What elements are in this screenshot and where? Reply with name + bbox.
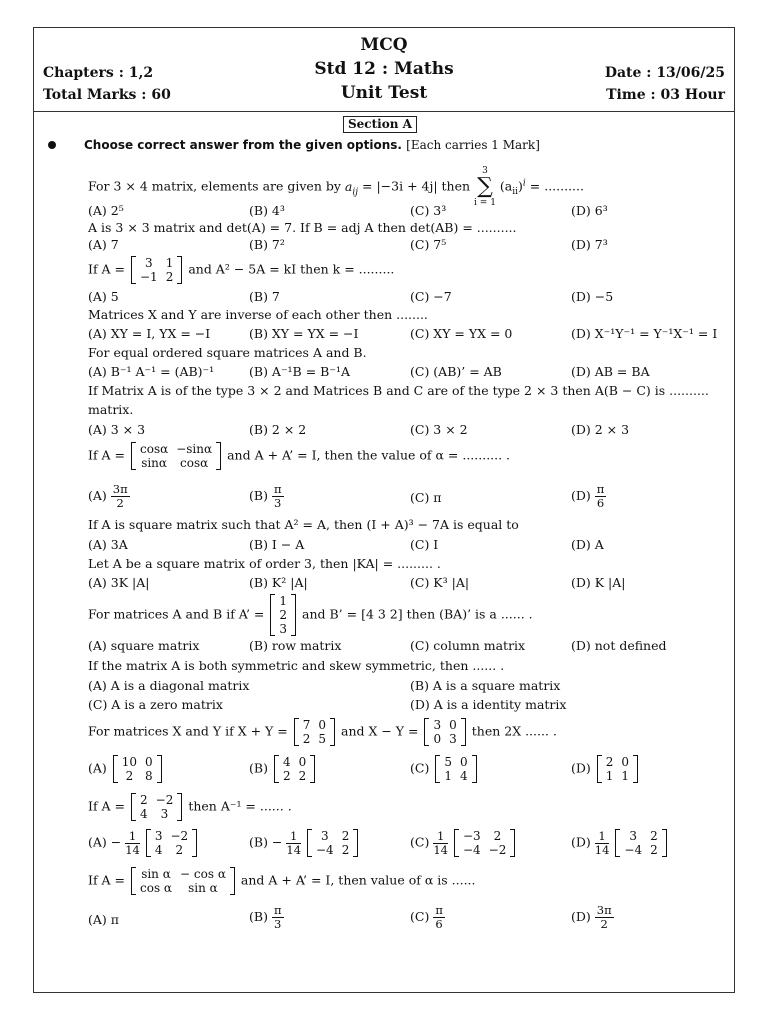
denominator: 2 [116,496,124,510]
matrix-cell: −2 [488,843,507,857]
option-label: (C) [410,834,430,850]
header-subject: Std 12 : Maths [314,59,454,79]
header-time: Time : 03 Hour [606,87,725,103]
option[interactable]: (A) XY = I, YX = −I [88,326,211,341]
question-text: = |−3i + 4j| then [362,178,471,194]
option[interactable]: (B) I − A [249,537,305,552]
question-text: For matrices A and B if A’ = [88,606,265,622]
option-label: (B) [249,909,268,924]
option[interactable]: (B) row matrix [249,638,342,653]
matrix-cell: 4 [459,769,468,783]
fraction [111,483,130,510]
numerator: 1 [595,830,610,844]
matrix-cell: sin α [188,881,218,895]
matrix-cell: 2 [650,843,658,857]
math-a: a [344,178,353,194]
option-label: (B) − [249,834,283,850]
question-12 [88,718,557,746]
matrix [294,718,335,746]
question-7 [88,442,510,470]
option-label: (D) [571,760,591,776]
matrix-cell: −3 [462,829,481,843]
matrix-cell: cosα [180,456,209,470]
matrix-cell: 3 [145,256,153,270]
option[interactable]: (B) A is a square matrix [410,678,561,693]
question-text: and A + A’ = I, then value of α is ...... [240,872,476,888]
matrix-cell: 2 [165,270,174,284]
option[interactable] [249,483,284,510]
matrix-cell: 1 [444,769,452,783]
matrix-cell: 10 [121,755,138,769]
section-label: Section A [343,116,417,133]
denominator: 6 [596,496,605,510]
matrix-cell: 8 [145,769,153,783]
question-text: and A² − 5A = kI then k = ......... [188,261,395,277]
summation-symbol: 3 ∑ i = 1 [474,166,496,208]
question-text: If A = [88,798,126,814]
instruction-text: Choose correct answer from the given options. [84,138,402,152]
matrix-cell: cos α [140,881,173,895]
matrix-cell: 3 [321,829,329,843]
matrix-cell: cosα [140,442,169,456]
matrix [274,755,315,783]
matrix-cell: 0 [459,755,468,769]
option[interactable]: (B) K² |A| [249,575,308,590]
option[interactable]: (D) A [571,537,604,552]
option[interactable]: (C) π [410,490,442,505]
denominator: 2 [600,917,608,931]
numerator: 3π [112,482,128,496]
matrix-cell: 2 [279,608,288,622]
math-term: ) [518,178,523,194]
numerator: π [273,903,282,917]
option[interactable] [249,904,284,931]
option-label: (D) [571,909,591,924]
question-text: = .......... [529,178,584,194]
matrix-cell: 5 [318,732,327,746]
option[interactable]: (D) K |A| [571,575,626,590]
option[interactable]: (A) B⁻¹ A⁻¹ = (AB)⁻¹ [88,364,215,379]
numerator: 1 [286,830,301,844]
matrix-cell: 3 [279,622,288,636]
question-text: For 3 × 4 matrix, elements are given by [88,178,341,194]
option[interactable]: (D) AB = BA [571,364,650,379]
bullet-icon [48,141,56,149]
option[interactable] [88,829,199,857]
denominator: 14 [125,842,140,857]
option[interactable]: (A) 7 [88,237,119,252]
matrix-cell: 2 [125,769,134,783]
question-14 [88,867,476,895]
option[interactable]: (C) (AB)’ = AB [410,364,502,379]
matrix-cell: 2 [493,829,502,843]
matrix [597,755,638,783]
matrix [615,829,666,857]
option[interactable] [571,755,640,783]
header-title: MCQ [360,35,408,55]
question-text: If A = [88,447,126,463]
denominator: 14 [433,842,448,857]
matrix-cell: 3 [449,732,457,746]
question-3 [88,256,394,284]
option[interactable]: (B) 7² [249,237,285,252]
matrix-cell: 2 [605,755,614,769]
option[interactable] [88,755,164,783]
denominator: 14 [594,842,610,857]
matrix [131,867,235,895]
option[interactable] [410,755,479,783]
header-date: Date : 13/06/25 [604,65,725,81]
option-label: (B) [249,488,268,503]
matrix-cell: 4 [282,755,291,769]
option[interactable]: (D) 2 × 3 [571,422,630,437]
option-label: (A) [88,760,107,776]
header-chapters: Chapters : 1,2 [43,65,154,81]
option[interactable]: (C) A is a zero matrix [88,697,223,712]
option[interactable]: (B) 7 [249,289,280,304]
sum-top: 3 [482,166,488,176]
option[interactable]: (B) A⁻¹B = B⁻¹A [249,364,350,379]
matrix-cell: 1 [165,256,174,270]
option-label: (A) [88,488,107,503]
fraction [125,830,140,857]
header-marks: Total Marks : 60 [43,87,171,103]
matrix-cell: 0 [621,755,630,769]
matrix-cell: −sinα [176,442,213,456]
option[interactable]: (A) 3K |A| [88,575,150,590]
matrix-cell: 4 [154,843,163,857]
numerator: π [273,482,282,496]
numerator: 1 [433,830,448,844]
matrix-cell: −1 [140,270,158,284]
matrix-cell: 3 [154,829,163,843]
matrix [131,256,182,284]
option[interactable]: (D) −5 [571,289,614,304]
matrix-cell: 2 [298,769,307,783]
fraction [595,904,614,931]
option[interactable]: (A) 2⁵ [88,203,124,218]
fraction [433,830,448,857]
matrix-cell: 7 [302,718,311,732]
option[interactable]: (C) K³ |A| [410,575,470,590]
fraction [272,904,284,931]
option[interactable]: (C) 3 × 2 [410,422,468,437]
question-6-cont: matrix. [88,402,134,417]
option[interactable] [88,483,130,510]
matrix-cell: −4 [462,843,481,857]
matrix [131,442,221,470]
option[interactable]: (C) XY = YX = 0 [410,326,513,341]
option[interactable]: (A) 3 × 3 [88,422,146,437]
question-5: For equal ordered square matrices A and B. [88,345,367,360]
option[interactable] [410,904,445,931]
sum-bottom: i = 1 [474,198,496,208]
math-sub: ij [352,187,359,197]
header-test: Unit Test [340,83,428,103]
matrix-cell: −4 [316,843,334,857]
question-4: Matrices X and Y are inverse of each other then ........ [88,307,428,322]
question-2: A is 3 × 3 matrix and det(A) = 7. If B = adj A then det(AB) = .......... [88,220,517,235]
matrix-cell: 2 [650,829,658,843]
option[interactable]: (A) A is a diagonal matrix [88,678,250,693]
option[interactable]: (C) 7⁵ [410,237,447,252]
matrix [270,594,296,636]
instruction-note: [Each carries 1 Mark] [406,138,540,152]
matrix [307,829,358,857]
matrix-cell: −2 [170,829,189,843]
option[interactable]: (B) 4³ [249,203,285,218]
question-9: Let A be a square matrix of order 3, then |KA| = ......... . [88,556,441,571]
instruction [84,138,540,152]
matrix-cell: 0 [318,718,327,732]
matrix-cell: 0 [449,718,457,732]
question-text: If A = [88,261,126,277]
matrix-cell: 2 [302,732,311,746]
option[interactable]: (D) A is a identity matrix [410,697,567,712]
numerator: π [596,482,605,496]
matrix-cell: 3 [160,807,169,821]
fraction [595,483,607,510]
fraction [595,830,610,857]
option-label: (D) [571,834,591,850]
matrix [424,718,465,746]
matrix-cell: 5 [444,755,452,769]
fraction [286,830,301,857]
option[interactable]: (A) 3A [88,537,128,552]
matrix-cell: 2 [341,829,350,843]
option[interactable]: (C) −7 [410,289,452,304]
matrix-cell: 4 [140,807,148,821]
denominator: 6 [435,917,443,931]
numerator: 3π [596,903,612,917]
option[interactable]: (A) π [88,912,119,927]
denominator: 3 [274,496,282,510]
option[interactable]: (D) 7³ [571,237,608,252]
denominator: 3 [274,917,282,931]
matrix [131,793,182,821]
option[interactable] [571,483,606,510]
fraction [433,904,445,931]
matrix [454,829,515,857]
matrix [146,829,197,857]
question-text: For matrices X and Y if X + Y = [88,723,288,739]
option-label: (A) − [88,834,122,850]
question-10 [88,594,533,636]
matrix [435,755,476,783]
option[interactable] [571,904,614,931]
matrix-cell: 1 [621,769,630,783]
option[interactable]: (D) 6³ [571,203,608,218]
question-13 [88,793,292,821]
header [33,27,735,112]
option[interactable]: (B) 2 × 2 [249,422,307,437]
matrix-cell: 1 [605,769,614,783]
matrix-cell: sin α [141,867,171,881]
matrix-cell: 3 [433,718,442,732]
matrix-cell: 2 [175,843,184,857]
matrix-cell: − cos α [180,867,226,881]
matrix-cell: 2 [282,769,291,783]
option[interactable]: (C) column matrix [410,638,526,653]
matrix-cell: −4 [624,843,643,857]
matrix-cell: sinα [141,456,168,470]
matrix-cell: 0 [298,755,307,769]
option[interactable]: (A) 5 [88,289,119,304]
question-text: and A + A’ = I, then the value of α = .......... . [227,447,511,463]
option-label: (B) [249,760,268,776]
option[interactable] [249,755,317,783]
math-term: (a [499,178,513,194]
option[interactable]: (D) X⁻¹Y⁻¹ = Y⁻¹X⁻¹ = I [571,326,718,341]
option[interactable]: (B) XY = YX = −I [249,326,359,341]
option[interactable]: (C) 3³ [410,203,447,218]
matrix [113,755,162,783]
question-8: If A is square matrix such that A² = A, then (I + A)³ − 7A is equal to [88,517,519,532]
matrix-cell: 0 [433,732,442,746]
matrix-cell: 2 [140,793,148,807]
fraction [272,483,284,510]
math-sub: ii [512,187,519,197]
option[interactable]: (A) square matrix [88,638,200,653]
option[interactable]: (D) not defined [571,638,667,653]
question-text: and X − Y = [341,723,419,739]
option-label: (C) [410,909,430,924]
question-6: If Matrix A is of the type 3 × 2 and Matrices B and C are of the type 2 × 3 then A(B − C) is .......... [88,383,709,398]
matrix-cell: 2 [341,843,350,857]
option[interactable] [410,829,517,857]
matrix-cell: 0 [145,755,153,769]
question-text: then A⁻¹ = ...... . [188,798,292,814]
option[interactable] [249,829,360,857]
question-text: If A = [88,872,126,888]
question-text: and B’ = [4 3 2] then (BA)’ is a ...... . [302,606,533,622]
question-11: If the matrix A is both symmetric and skew symmetric, then ...... . [88,658,505,673]
matrix-cell: −2 [155,793,174,807]
question-text: then 2X ...... . [471,723,557,739]
option-label: (C) [410,760,430,776]
question-1: For 3 × 4 matrix, elements are given by $a_{ij} = |-3i + 4j|$ then 3 ∑ i = 1 $(a_{ii})^i$ = .......... [88,166,584,208]
numerator: π [435,903,443,917]
numerator: 1 [125,830,140,844]
option[interactable]: (C) I [410,537,439,552]
option[interactable] [571,829,669,857]
denominator: 14 [286,842,302,857]
option-label: (D) [571,488,591,503]
matrix-cell: 3 [629,829,638,843]
matrix-cell: 1 [279,594,288,608]
